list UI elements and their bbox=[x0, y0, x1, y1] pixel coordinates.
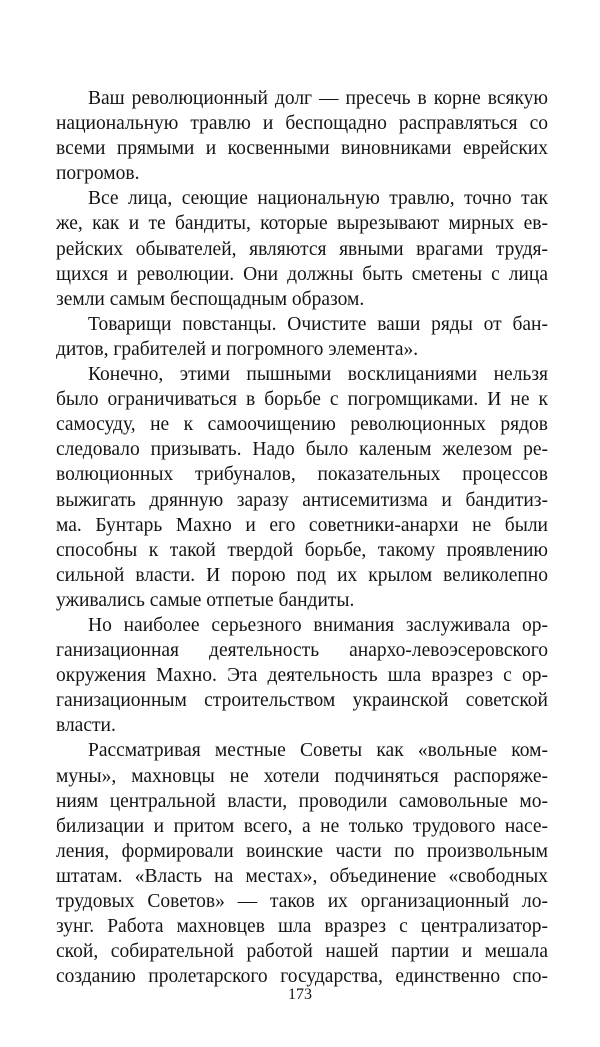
text-line: рейских обывателей, являются явными врагами трудя- bbox=[56, 238, 548, 260]
text-line: волюционных трибуналов, показательных процессов bbox=[56, 464, 548, 486]
text-line: ганизационным строительством украинской советской bbox=[56, 690, 548, 712]
paragraph-6 bbox=[56, 738, 548, 989]
text-line: погромов. bbox=[56, 163, 140, 185]
text-line: созданию пролетарского государства, единственно спо- bbox=[56, 966, 548, 988]
text-line: национальную травлю и беспощадно расправляться со bbox=[56, 113, 548, 135]
text-line: окружения Махно. Эта деятельность шла вразрез с ор- bbox=[56, 665, 548, 687]
paragraph-5 bbox=[56, 613, 548, 738]
text-line: ма. Бунтарь Махно и его советники-анархи не были bbox=[56, 514, 548, 536]
text-line: ниям центральной власти, проводили самовольные мо- bbox=[56, 790, 548, 812]
text-line: ления, формировали воинские части по произвольным bbox=[56, 840, 548, 862]
text-line: зунг. Работа махновцев шла вразрез с централизатор- bbox=[56, 916, 548, 938]
text-line: Рассматривая местные Советы как «вольные ком- bbox=[88, 740, 548, 762]
text-line: земли самым беспощадным образом. bbox=[56, 288, 365, 310]
text-line: штатам. «Власть на местах», объединение «свободных bbox=[56, 865, 548, 887]
text-line: уживались самые отпетые бандиты. bbox=[56, 589, 355, 611]
paragraph-2 bbox=[56, 186, 548, 311]
paragraph-1 bbox=[56, 86, 548, 186]
text-line: ганизационная деятельность анархо-левоэсеровского bbox=[56, 640, 548, 662]
text-line: Конечно, этими пышными восклицаниями нельзя bbox=[88, 364, 548, 386]
text-line: самосуду, не к самоочищению революционных рядов bbox=[56, 414, 548, 436]
text-line: было ограничиваться в борьбе с погромщиками. И не к bbox=[56, 389, 548, 411]
text-line: щихся и революции. Они должны быть сметены с лица bbox=[56, 263, 548, 285]
text-line: власти. bbox=[56, 715, 116, 737]
text-line: же, как и те бандиты, которые вырезывают мирных ев- bbox=[56, 213, 548, 235]
text-line: билизации и притом всего, а не только трудового насе- bbox=[56, 815, 548, 837]
text-line: Но наиболее серьезного внимания заслуживала ор- bbox=[88, 614, 548, 636]
text-line: следовало призывать. Надо было каленым железом ре- bbox=[56, 439, 548, 461]
text-line: Все лица, сеющие национальную травлю, точно так bbox=[88, 188, 548, 210]
text-line: дитов, грабителей и погромного элемента». bbox=[56, 338, 419, 360]
text-line: всеми прямыми и косвенными виновниками еврейских bbox=[56, 138, 548, 160]
text-line: ской, собирательной работой нашей партии и мешала bbox=[56, 941, 548, 963]
page-body bbox=[56, 86, 548, 989]
paragraph-4 bbox=[56, 362, 548, 613]
text-line: трудовых Советов» — таков их организационный ло- bbox=[56, 891, 548, 912]
paragraph-3 bbox=[56, 312, 548, 362]
text-line: муны», махновцы не хотели подчиняться распоряже- bbox=[56, 765, 548, 787]
text-line: Ваш революционный долг — пресечь в корне всякую bbox=[88, 88, 548, 109]
text-line: способны к такой твердой борьбе, такому проявлению bbox=[56, 539, 548, 561]
page-number: 173 bbox=[288, 986, 312, 1003]
text-line: выжигать дрянную заразу антисемитизма и бандитиз- bbox=[56, 489, 548, 511]
text-line: сильной власти. И порою под их крылом великолепно bbox=[56, 564, 548, 586]
text-line: Товарищи повстанцы. Очистите ваши ряды от бан- bbox=[88, 313, 548, 335]
